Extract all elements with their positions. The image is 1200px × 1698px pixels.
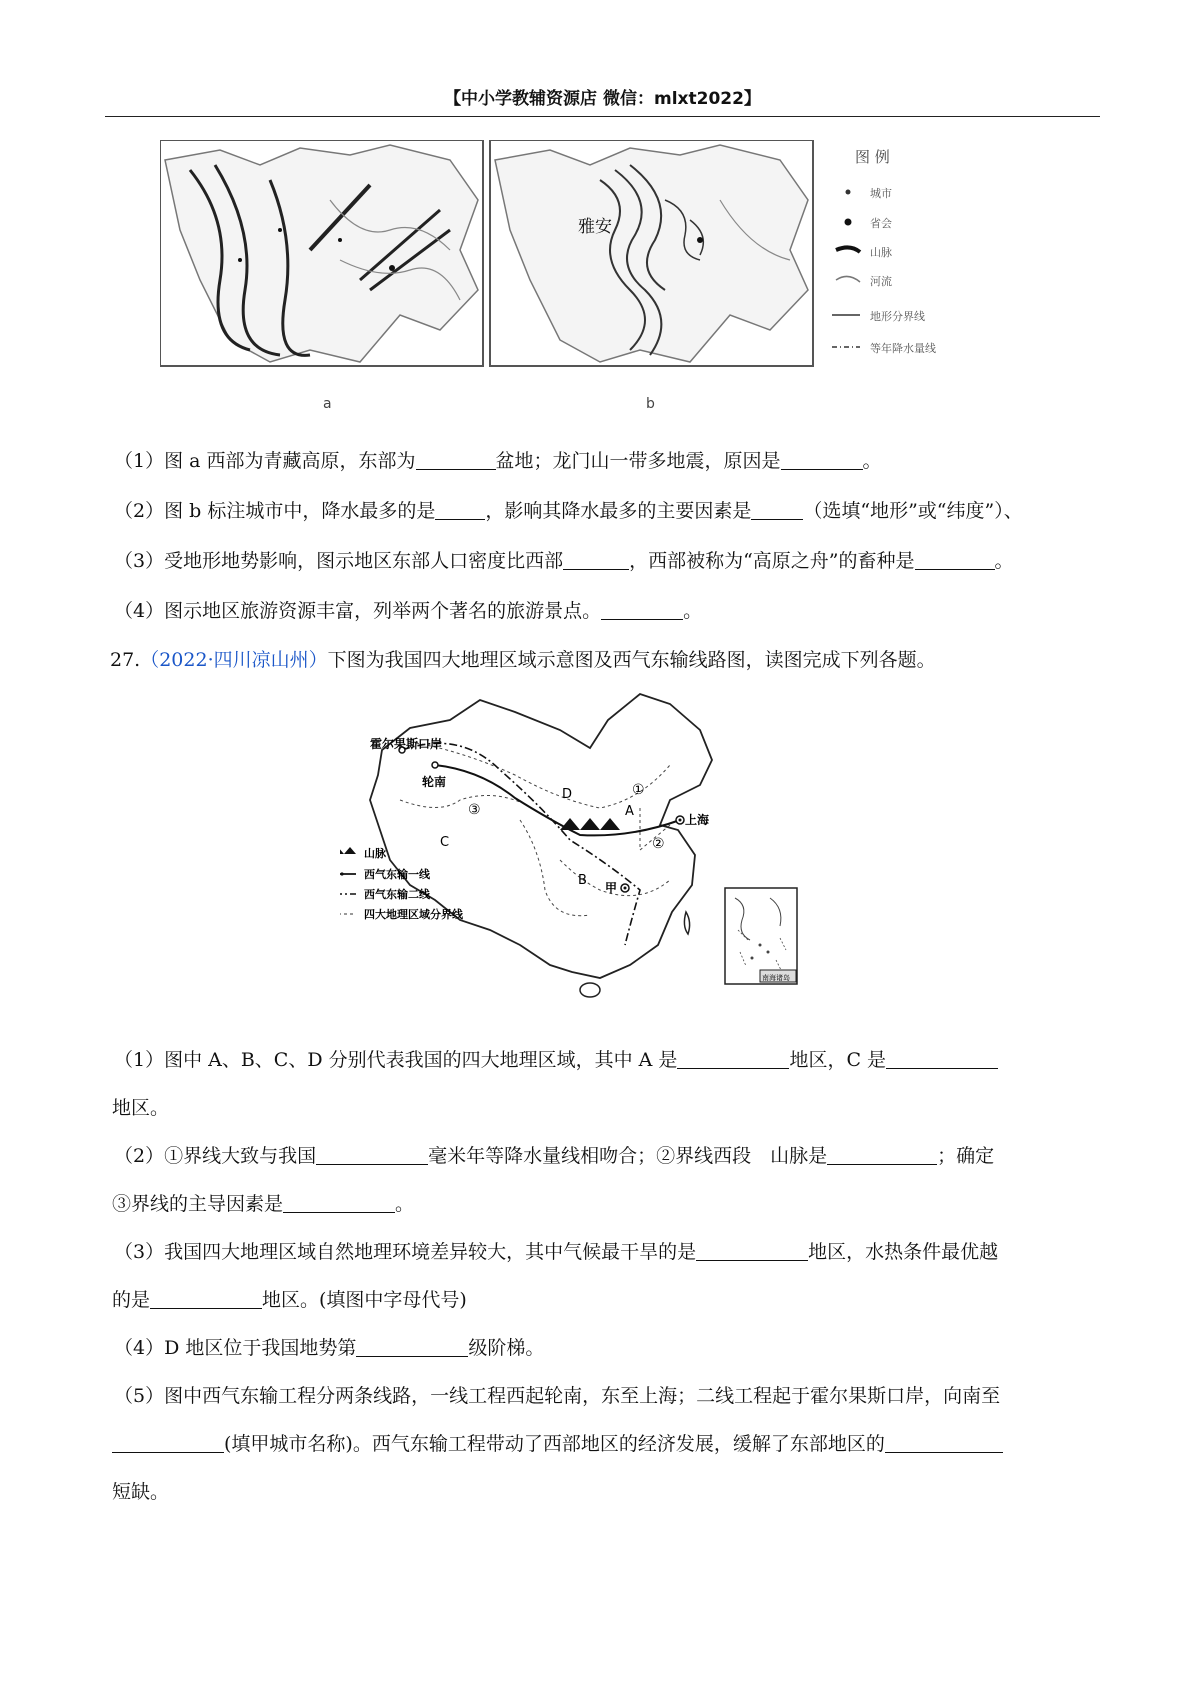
q27-p2-blank3[interactable] [283, 1194, 395, 1213]
q27-part4 [114, 1333, 544, 1360]
q27-p2-text1: （2）①界线大致与我国 [114, 1145, 317, 1167]
mountain-symbols [560, 818, 620, 830]
q26-p2-text1: （2）图 b 标注城市中，降水最多的是 [114, 500, 436, 522]
q27-part5 [114, 1381, 1000, 1408]
label-A: A [625, 804, 634, 819]
q27-p1-blank1[interactable] [677, 1050, 789, 1069]
map-b [490, 140, 813, 366]
q26-p1-blank2[interactable] [781, 451, 863, 470]
q27-p2-blank2[interactable] [827, 1146, 937, 1165]
q26-p3-text1: （3）受地形地势影响，图示地区东部人口密度比西部 [114, 550, 564, 572]
map-b-city-label: 雅安 [578, 217, 612, 237]
q26-part4 [114, 596, 702, 623]
q26-p1-blank1[interactable] [416, 451, 496, 470]
q27-p5-text1: （5）图中西气东输工程分两条线路，一线工程西起轮南，东至上海；二线工程起于霍尔果斯口岸，向南至 [114, 1385, 1001, 1407]
q26-p1-text3: 。 [862, 450, 882, 472]
caption-a: a [323, 396, 332, 412]
q26-p3-blank2[interactable] [915, 551, 995, 570]
q27-part1-cont [112, 1093, 169, 1120]
q27-part5-cont [112, 1429, 1003, 1456]
legend-item-isohyet: 等年降水量线 [870, 342, 936, 355]
figure-china-map [340, 690, 860, 1010]
q26-p1-text1: （1）图 a 西部为青藏高原，东部为 [114, 450, 416, 472]
q27-p5-text3: 短缺。 [112, 1481, 170, 1503]
q27-p1-text3: 地区。 [112, 1097, 170, 1119]
q26-p2-blank2[interactable] [751, 501, 803, 520]
q26-part1 [114, 446, 882, 473]
q26-p2-text2: ，影响其降水最多的主要因素是 [485, 500, 752, 522]
hainan-island [580, 983, 600, 997]
q27-p3-text4: 地区。(填图中字母代号) [262, 1289, 467, 1311]
q27-part2 [114, 1141, 994, 1168]
q26-p4-text2: 。 [683, 600, 703, 622]
map-a [160, 140, 483, 366]
q27-part2-cont [112, 1189, 414, 1216]
q26-p3-blank1[interactable] [563, 551, 629, 570]
label-jia: 甲 [605, 881, 618, 895]
q27-p3-blank1[interactable] [696, 1242, 808, 1261]
figure-legend [832, 148, 936, 355]
q27-p3-blank2[interactable] [150, 1290, 262, 1309]
q27-part1 [114, 1045, 998, 1072]
label-circle1: ① [632, 782, 645, 798]
q27-source: （2022·四川凉山州） [140, 649, 328, 671]
q27-part3 [114, 1237, 998, 1264]
q27-p2-text4: ③界线的主导因素是 [112, 1193, 284, 1215]
q26-p3-text3: 。 [994, 550, 1014, 572]
q27-p5-text2: (填甲城市名称)。西气东输工程带动了西部地区的经济发展，缓解了东部地区的 [224, 1433, 885, 1455]
q27-p4-text1: （4）D 地区位于我国地势第 [114, 1337, 357, 1359]
south-china-sea-inset [725, 888, 797, 984]
legend-item-river: 河流 [870, 275, 892, 288]
q27-p2-text3: ；确定 [937, 1145, 995, 1167]
q26-p2-text3: （选填“地形”或“纬度”）、 [803, 500, 1023, 522]
q26-p4-blank1[interactable] [601, 601, 683, 620]
q27-part5-cont2 [112, 1477, 169, 1504]
label-circle3: ③ [468, 802, 481, 818]
q27-p2-blank1[interactable] [316, 1146, 428, 1165]
legend-item-city: 城市 [870, 187, 892, 200]
q26-p2-blank1[interactable] [435, 501, 485, 520]
q27-p3-text2: 地区，水热条件最优越 [808, 1241, 999, 1263]
header-rule [105, 116, 1100, 117]
q26-part3 [114, 546, 1014, 573]
legend-item-capital: 省会 [870, 217, 892, 230]
legend-mountain: 山脉 [364, 847, 386, 860]
label-D: D [562, 787, 573, 802]
q27-p3-text1: （3）我国四大地理区域自然地理环境差异较大，其中气候最干旱的是 [114, 1241, 697, 1263]
inset-label: 南海诸岛 [762, 974, 790, 982]
q27-p1-text2: 地区，C 是 [789, 1049, 887, 1071]
q27-stem-text: 下图为我国四大地理区域示意图及西气东输线路图，读图完成下列各题。 [327, 649, 936, 671]
q26-p4-text1: （4）图示地区旅游资源丰富，列举两个著名的旅游景点。 [114, 600, 602, 622]
q26-p1-text2: 盆地；龙门山一带多地震，原因是 [495, 450, 781, 472]
label-shanghai: 上海 [685, 813, 710, 827]
label-lunnan: 轮南 [422, 775, 447, 789]
q27-part3-cont [112, 1285, 467, 1312]
label-circle2: ② [652, 836, 665, 852]
legend-region-boundary: 四大地理区域分界线 [364, 908, 463, 921]
q27-p2-text2: 毫米年等降水量线相吻合；②界线西段 山脉是 [428, 1145, 828, 1167]
q27-p1-text1: （1）图中 A、B、C、D 分别代表我国的四大地理区域，其中 A 是 [114, 1049, 678, 1071]
label-B: B [578, 873, 587, 888]
q27-p5-blank2[interactable] [885, 1434, 1003, 1453]
q27-stem [110, 645, 936, 672]
q27-p1-blank2[interactable] [886, 1050, 998, 1069]
legend-title: 图 例 [855, 148, 890, 166]
q26-p3-text2: ，西部被称为“高原之舟”的畜种是 [629, 550, 915, 572]
q27-p4-blank1[interactable] [356, 1338, 468, 1357]
legend-pipeline-1: 西气东输一线 [364, 868, 430, 881]
taiwan-island [684, 912, 689, 934]
label-horgos: 霍尔果斯口岸 [370, 737, 443, 751]
page-header: 【中小学教辅资源店 微信：mlxt2022】 [444, 89, 761, 109]
caption-b: b [646, 396, 655, 412]
q26-part2 [114, 496, 1023, 523]
label-C: C [440, 835, 450, 850]
q27-p5-blank1[interactable] [112, 1434, 224, 1453]
q27-p4-text2: 级阶梯。 [468, 1337, 545, 1359]
q27-number: 27. [110, 649, 141, 671]
q27-p2-text5: 。 [395, 1193, 415, 1215]
legend-item-mountain: 山脉 [870, 246, 892, 259]
q27-p3-text3: 的是 [112, 1289, 151, 1311]
figure-sichuan-maps [160, 140, 1040, 425]
legend-pipeline-2: 西气东输二线 [364, 888, 430, 901]
legend-item-terrain-boundary: 地形分界线 [870, 310, 925, 323]
